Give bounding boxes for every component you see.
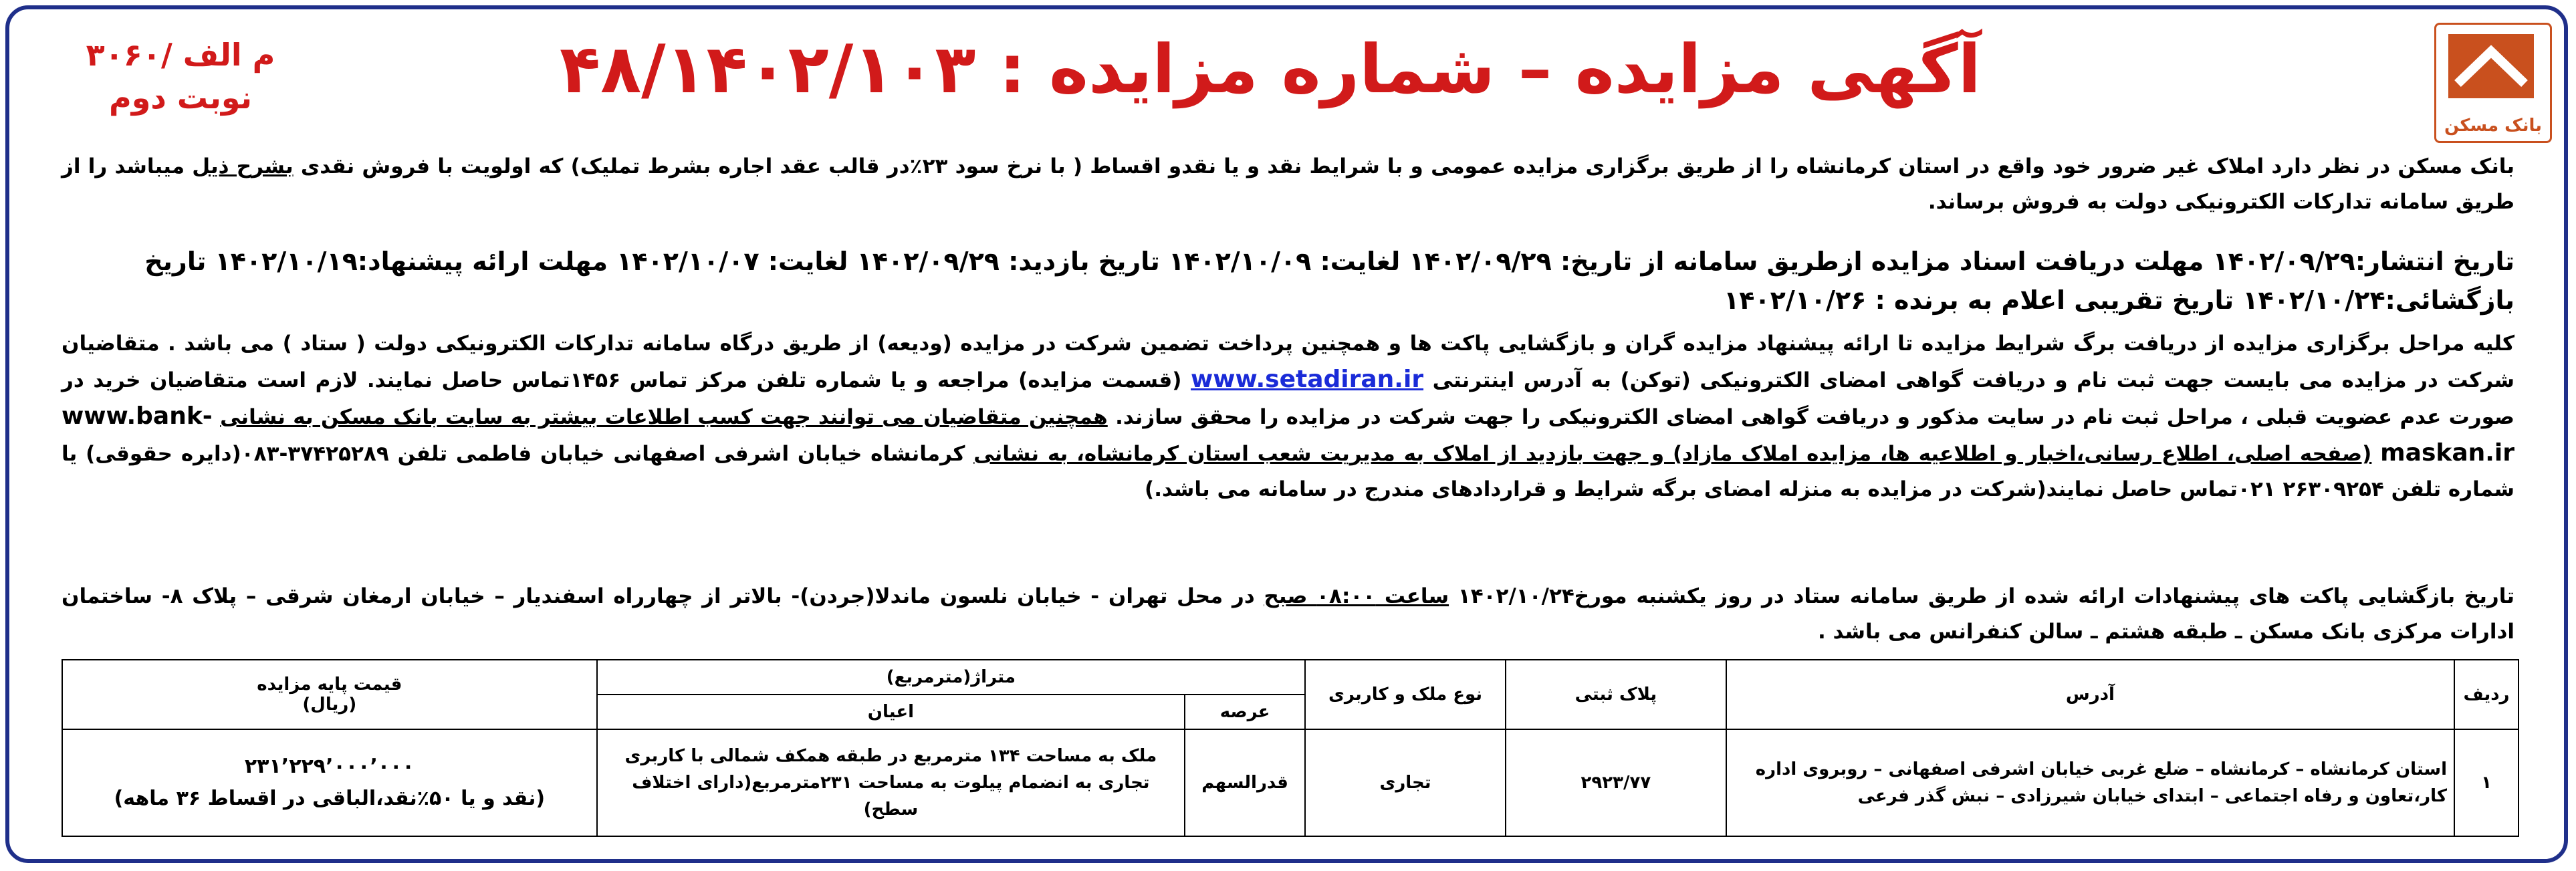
intro-text: بانک مسکن در نظر دارد املاک غیر ضرور خود واقع در استان کرمانشاه را از طریق برگزاری مزایده عمومی و با شرایط نقد و یا نقدو اقساط ( با نرخ سود ۲۳٪در قالب عقد اجاره بشرط تملیک) که اولویت با فروش نقدی (300, 154, 2515, 178)
col-type-header: نوع ملک و کاربری (1305, 660, 1506, 729)
opening-paragraph (62, 579, 2514, 650)
price-header-label: قیمت پایه مزایده (257, 674, 402, 695)
page-title: آگهی مزایده – شماره مزایده : ۴۸/۱۴۰۲/۱۰۳ (560, 30, 1981, 108)
properties-table (62, 659, 2519, 837)
info-underlined: همچنین متقاضیان می توانند جهت کسب اطلاعات بیشتر به سایت بانک مسکن به نشانی (220, 405, 1108, 429)
bank-logo (2434, 23, 2552, 143)
intro-underlined: بشرح ذیل (192, 154, 294, 178)
row-land: قدرالسهم (1185, 729, 1305, 836)
price-value: ۲۳۱٬۲۲۹٬۰۰۰٬۰۰۰ (244, 755, 415, 778)
setadiran-link[interactable]: www.setadiran.ir (1191, 366, 1424, 393)
ref-block (80, 33, 281, 119)
table-row (62, 729, 2519, 836)
col-land-header: عرصه (1185, 695, 1305, 729)
col-row-header: ردیف (2454, 660, 2519, 729)
col-plate-header: پلاک ثبتی (1506, 660, 1726, 729)
opening-text: تاریخ بازگشایی پاکت های پیشنهادات ارائه شده از طریق سامانه ستاد در روز یکشنبه مورخ۱۴۰۲/۱۰/۲۴ (1449, 584, 2514, 608)
row-address: استان کرمانشاه – کرمانشاه – ضلع غربی خیابان اشرفی اصفهانی – روبروی اداره کار،تعاون و رفاه اجتماعی – ابتدای خیابان شیرزادی – نبش گذر فرعی (1726, 729, 2454, 836)
bank-maskan-logo-icon (2448, 34, 2534, 98)
logo-label: بانک مسکن (2444, 116, 2543, 136)
col-address-header: آدرس (1726, 660, 2454, 729)
opening-time: ساعت ۰۸:۰۰ صبح (1264, 584, 1449, 608)
col-area-header: متراژ(مترمربع) (597, 660, 1305, 695)
col-price-header (62, 660, 597, 729)
intro-text-end: میباشد را از طریق سامانه تدارکات الکترونیکی دولت به فروش برساند. (62, 154, 2514, 214)
price-header-unit: (ریال) (302, 695, 357, 715)
dates-line-1: تاریخ انتشار:۱۴۰۲/۰۹/۲۹ مهلت دریافت اسناد مزایده ازطریق سامانه از تاریخ: ۱۴۰۲/۰۹/۲۹ لغایت: ۱۴۰۲/۱۰/۰۹ تاریخ بازدید: ۱۴۰۲/۰۹/۲۹ لغایت: ۱۴۰۲/۱۰/۰۷ مهلت ارائه پیشنهاد:۱۴۰۲/۱۰/۱۹ تاریخ (144, 247, 2514, 276)
contact-text: کرمانشاه خیابان اشرفی اصفهانی خیابان فاطمی تلفن ۳۷۴۲۵۲۸۹-۰۸۳(دایره حقوقی) یا شماره تلفن ۲۶۳۰۹۲۵۴ ۰۲۱تماس حاصل نمایند(شرکت در مزایده به منزله امضای برگه شرایط و قراردادهای مندرج در سامانه می باشد.) (62, 442, 2514, 501)
price-terms: (نقد و یا ۵۰٪نقد،الباقی در اقساط ۳۶ ماهه) (114, 787, 546, 810)
ref-number: م الف /۳۰۶۰ (86, 37, 275, 73)
round-label: نوبت دوم (108, 80, 252, 116)
col-building-header: اعیان (597, 695, 1185, 729)
branch-info-underlined: (صفحه اصلی، اطلاع رسانی،اخبار و اطلاعیه ها، مزایده املاک مازاد) و جهت بازدید از املاک به مدیریت شعب استان کرمانشاه، به نشانی (973, 442, 2372, 466)
procedure-paragraph (62, 326, 2514, 507)
procedure-text: کلیه مراحل برگزاری مزایده از دریافت برگ شرایط مزایده تا ارائه پیشنهاد مزایده گران و بازگشایی پاکت ها و همچنین پرداخت تضمین شرکت در مزایده (ودیعه) از طریق درگاه سامانه تدارکات الکترونیکی دولت ( ستاد ) می باشد . متقاضیان شرکت در مزایده می بایست جهت ثبت نام و دریافت گواهی امضای الکترونیکی (توکن) به آدرس اینترنتی (62, 332, 2515, 392)
dates-line-2: بازگشائی:۱۴۰۲/۱۰/۲۴ تاریخ تقریبی اعلام به برنده : ۱۴۰۲/۱۰/۲۶ (1724, 285, 2514, 315)
row-number: ۱ (2454, 729, 2519, 836)
row-price (62, 729, 597, 836)
intro-paragraph (62, 149, 2514, 220)
bank-maskan-link[interactable]: www.bank-maskan.ir (62, 402, 2515, 467)
row-type: تجاری (1305, 729, 1506, 836)
opening-location: در محل تهران - خیابان نلسون ماندلا(جردن)- بالاتر از چهارراه اسفندیار – خیابان ارمغان شرقی – پلاک ۸- ساختمان ادارات مرکزی بانک مسکن ـ طبقه هشتم ـ سالن کنفرانس می باشد . (62, 584, 2514, 644)
row-building: ملک به مساحت ۱۳۴ مترمربع در طبقه همکف شمالی با کاربری تجاری به انضمام پیلوت به مساحت ۲۳۱مترمربع(دارای اختلاف سطح) (597, 729, 1185, 836)
row-plate: ۲۹۲۳/۷۷ (1506, 729, 1726, 836)
dates-paragraph (62, 242, 2514, 320)
procedure-text-2: (قسمت مزایده) مراجعه و یا شماره تلفن مرکز تماس ۱۴۵۶تماس حاصل نمایند. لازم است متقاضیان خرید در صورت عدم عضویت قبلی ، مراحل ثبت نام در سایت مذکور و دریافت گواهی امضای الکترونیکی را جهت شرکت در مزایده را محقق سازند. (62, 368, 2514, 429)
